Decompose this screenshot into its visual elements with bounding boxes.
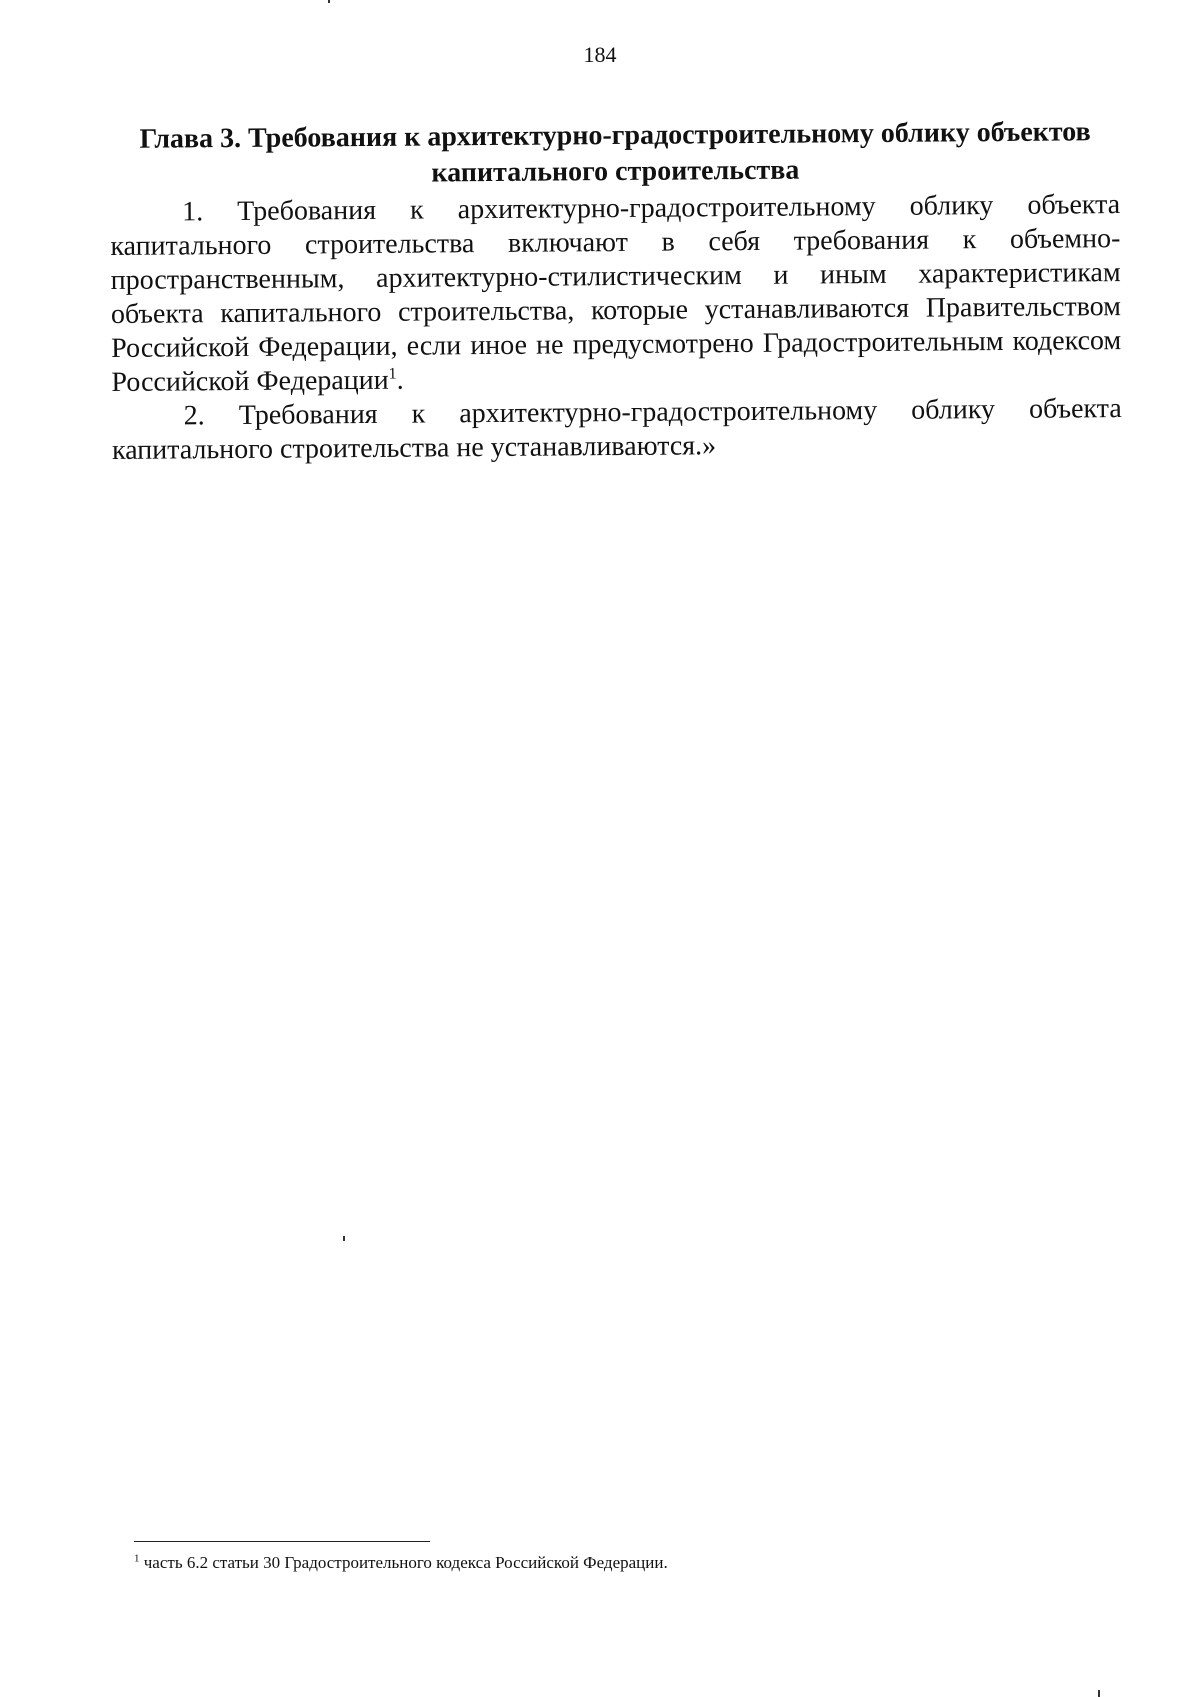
chapter-heading-line-2: капитального строительства: [431, 154, 800, 189]
footnote-reference: 1: [388, 365, 397, 383]
chapter-heading-line-1: Глава 3. Требования к архитектурно-градостроительному облику объектов: [139, 116, 1091, 155]
chapter-heading: [110, 114, 1121, 194]
paragraph-1-text: Требования к архитектурно-градостроительному облику объекта капитального строительства включают в себя требования к объемно-пространственным, архитектурно-стилистическим и иным характеристикам объекта капитального строительства, которые устанавливаются Правительством Российской Федерации, если иное не предусмотрено Градостроительным кодексом Российской Федерации: [110, 189, 1122, 398]
scan-speck: [1098, 1690, 1100, 1697]
paragraph-2: [112, 392, 1123, 468]
scan-speck: [328, 0, 330, 3]
paragraph-1-number: 1.: [182, 196, 204, 228]
scan-speck: [343, 1236, 345, 1241]
body-text: [110, 188, 1122, 468]
paragraph-2-number: 2.: [183, 400, 205, 432]
page-number: 184: [583, 42, 617, 67]
footnote: [134, 1552, 1084, 1574]
footnote-text: часть 6.2 статьи 30 Градостроительного кодекса Российской Федерации.: [143, 1553, 668, 1572]
footnote-separator: [134, 1541, 430, 1542]
footnote-marker: 1: [134, 1552, 140, 1565]
paragraph-1: [110, 188, 1122, 400]
paragraph-1-tail: .: [396, 364, 404, 396]
paragraph-2-text: Требования к архитектурно-градостроительному облику объекта капитального строительства не устанавливаются.»: [111, 393, 1122, 466]
